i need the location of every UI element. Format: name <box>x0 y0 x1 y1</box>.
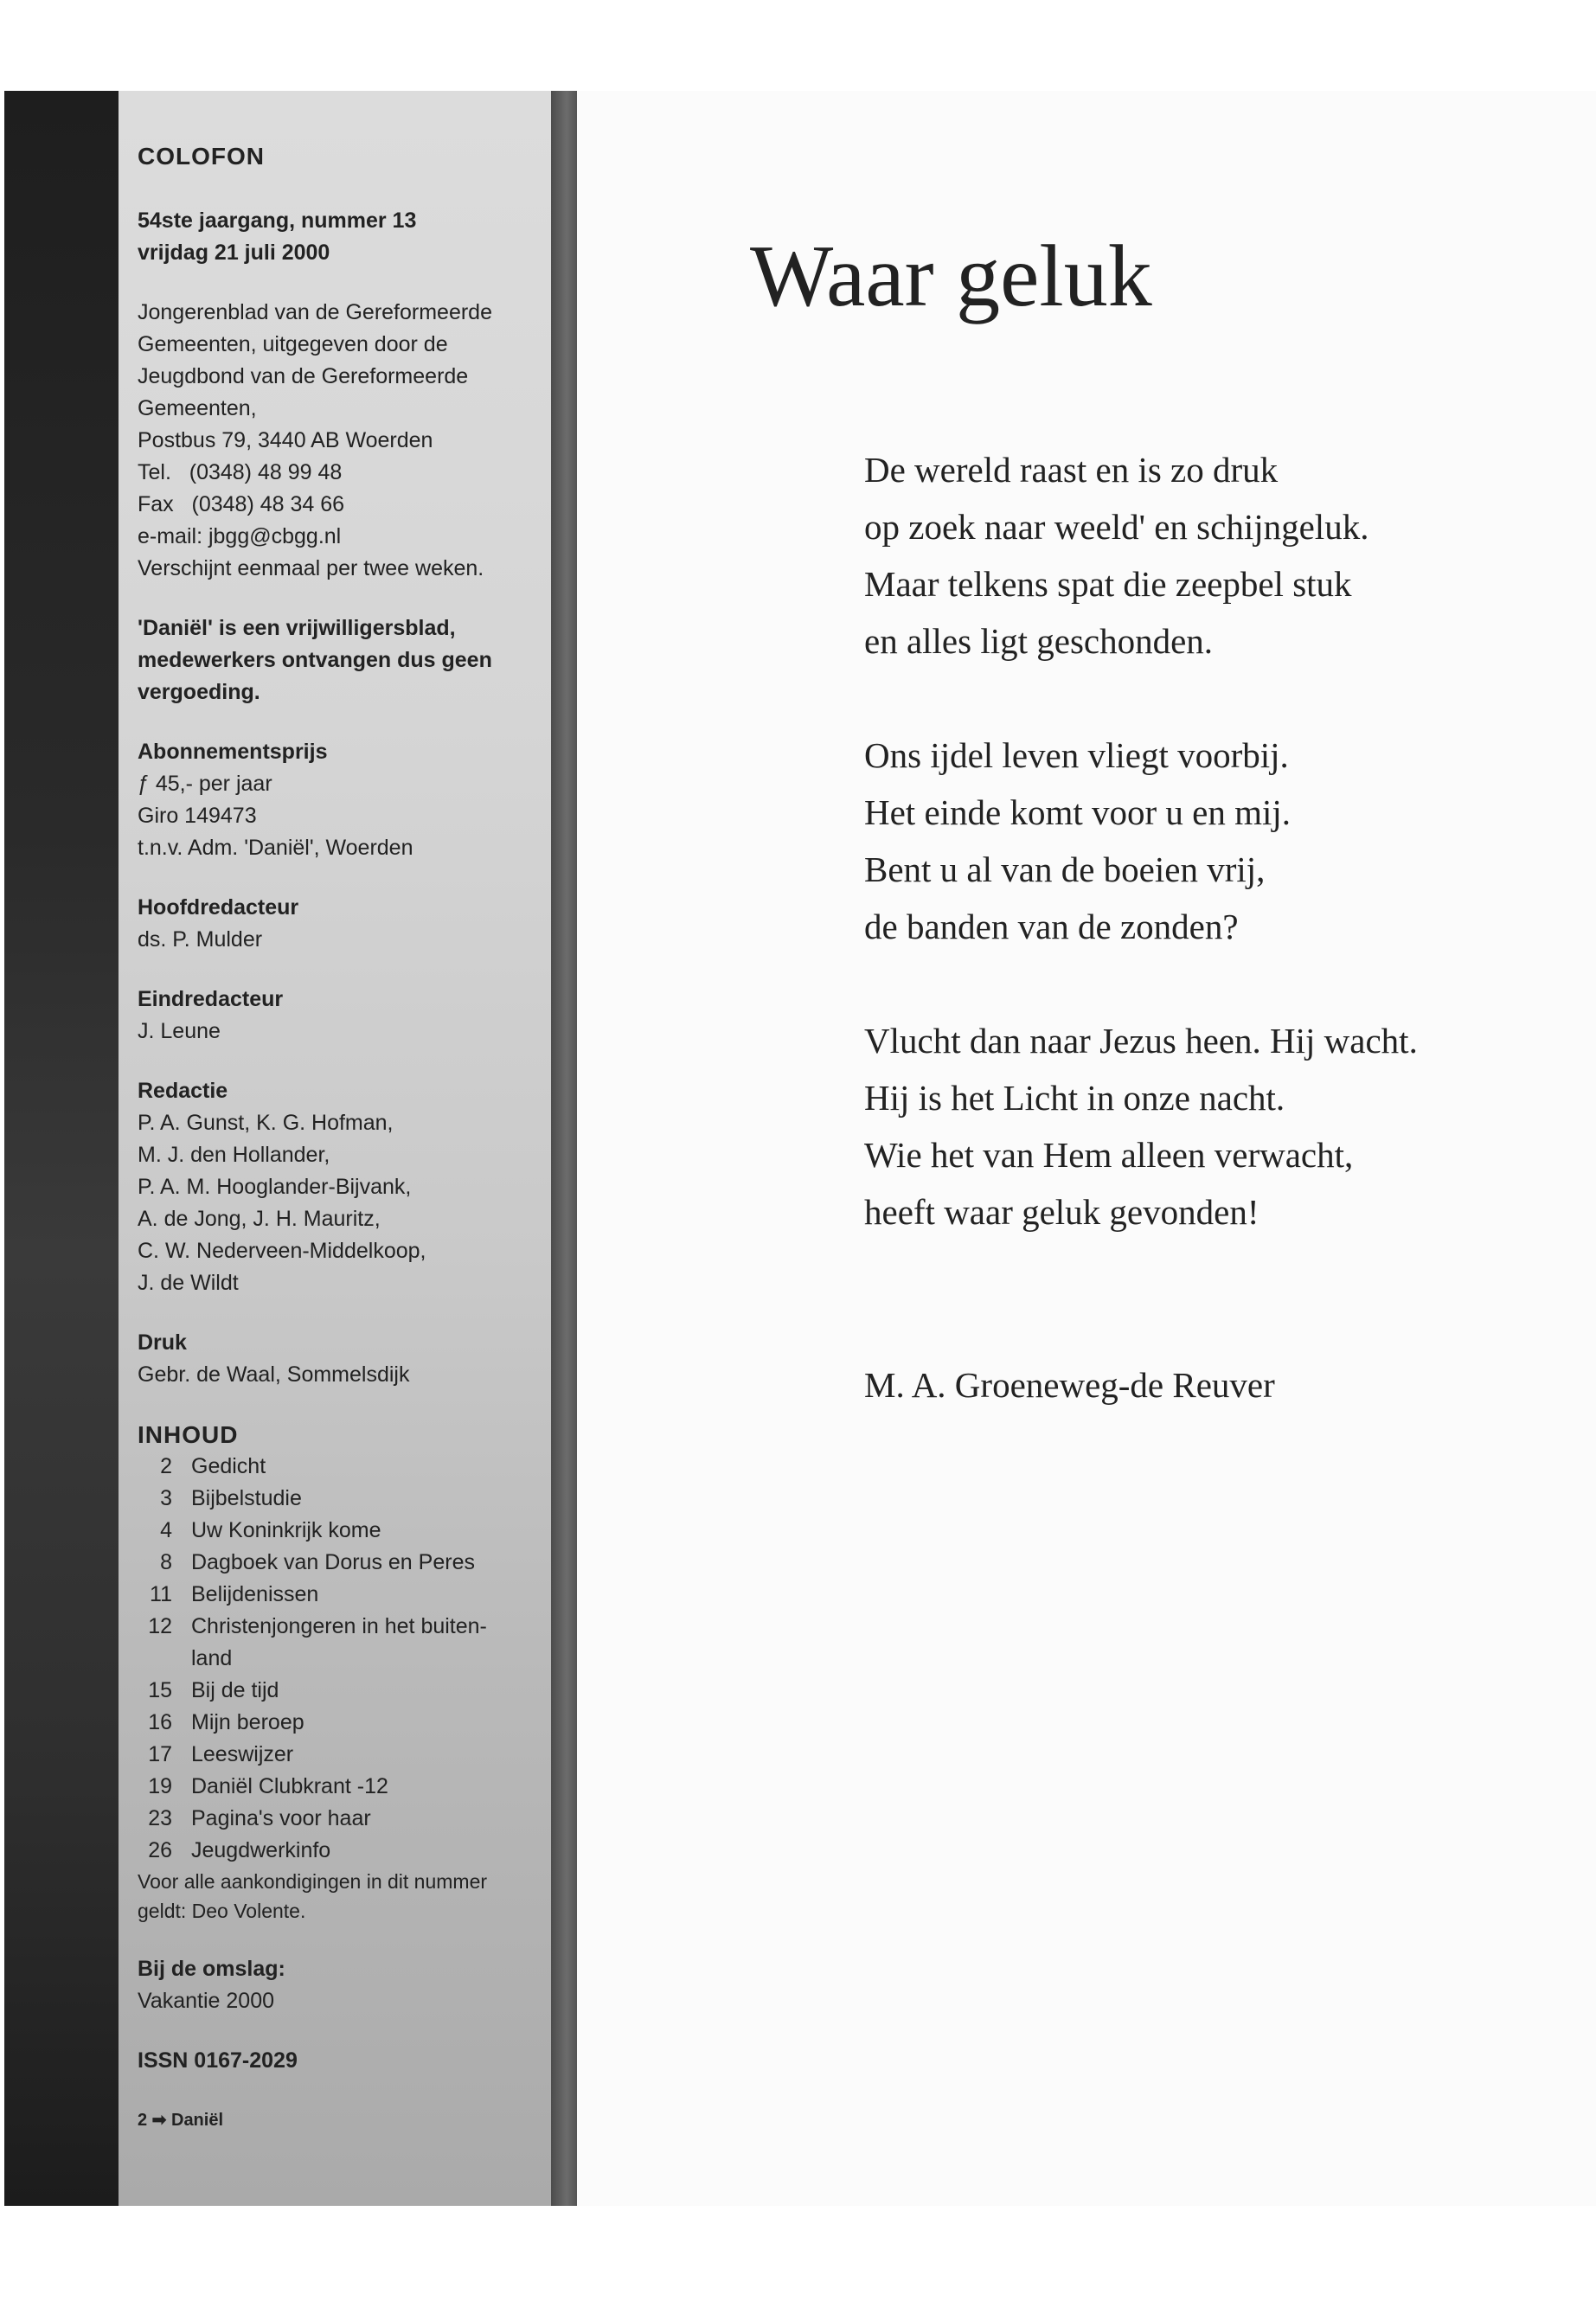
issn-number: ISSN 0167-2029 <box>138 2048 298 2073</box>
print-info <box>138 1327 533 1391</box>
print-label: Druk <box>138 1330 187 1355</box>
toc-row <box>138 1515 533 1547</box>
publisher-line: Jeugdbond van de Gereformeerde <box>138 364 469 388</box>
final-editor-name: J. Leune <box>138 1019 221 1043</box>
subscription-info <box>138 736 533 864</box>
deo-volente-note: geldt: Deo Volente. <box>138 1900 306 1922</box>
poem-stanza-2 <box>864 727 1291 955</box>
deo-volente-note: Voor alle aankondigingen in dit nummer <box>138 1870 488 1893</box>
poem-stanza-3 <box>864 1012 1418 1240</box>
magazine-page <box>4 91 1596 2206</box>
toc-row <box>138 1451 533 1483</box>
column-divider <box>551 91 577 2206</box>
page-edge-photo <box>4 91 119 2206</box>
poem-verse: Vlucht dan naar Jezus heen. Hij wacht. <box>864 1021 1418 1061</box>
volunteer-line: 'Daniël' is een vrijwilligersblad, <box>138 616 456 640</box>
editorial-line: A. de Jong, J. H. Mauritz, <box>138 1207 381 1231</box>
toc-page-number: 19 <box>148 1774 172 1798</box>
cover-text: Vakantie 2000 <box>138 1989 274 2013</box>
toc-title: Jeugdwerkinfo <box>191 1838 331 1862</box>
toc-row <box>138 1771 533 1803</box>
toc-title: Bij de tijd <box>191 1678 279 1702</box>
subscription-label: Abonnementsprijs <box>138 740 328 764</box>
toc-title: Dagboek van Dorus en Peres <box>191 1550 475 1574</box>
subscription-price: ƒ 45,- per jaar <box>138 772 272 796</box>
toc-page-number <box>138 1643 172 1675</box>
publisher-line: Gemeenten, <box>138 396 257 420</box>
issue-info <box>138 205 533 269</box>
colofon-heading: COLOFON <box>138 143 265 170</box>
print-name: Gebr. de Waal, Sommelsdijk <box>138 1362 410 1387</box>
toc-page-number: 4 <box>160 1518 172 1542</box>
poem-stanza-1 <box>864 441 1368 670</box>
toc-page-number: 26 <box>148 1838 172 1862</box>
poem-verse: Ons ijdel leven vliegt voorbij. <box>864 735 1289 775</box>
toc-title: Uw Koninkrijk kome <box>191 1518 381 1542</box>
poem-verse: De wereld raast en is zo druk <box>864 450 1279 490</box>
publisher-line: Jongerenblad van de Gereformeerde <box>138 300 492 324</box>
subscription-account: t.n.v. Adm. 'Daniël', Woerden <box>138 836 413 860</box>
toc-page-number: 17 <box>148 1742 172 1766</box>
page-footer: 2 ➡ Daniël <box>138 2111 224 2130</box>
editorial-line: J. de Wildt <box>138 1271 239 1295</box>
editorial-line: P. A. Gunst, K. G. Hofman, <box>138 1111 394 1135</box>
volunteer-note <box>138 612 533 708</box>
toc-row <box>138 1547 533 1579</box>
toc-page-number: 3 <box>160 1486 172 1510</box>
toc-title: Leeswijzer <box>191 1742 294 1766</box>
toc-page-number: 8 <box>160 1550 172 1574</box>
toc-title: Bijbelstudie <box>191 1486 302 1510</box>
toc-title: Pagina's voor haar <box>191 1806 371 1830</box>
subscription-giro: Giro 149473 <box>138 804 257 828</box>
toc-page-number: 2 <box>160 1454 172 1478</box>
toc-row <box>138 1739 533 1771</box>
editorial-info <box>138 1075 533 1299</box>
publisher-info <box>138 297 533 585</box>
toc-page-number: 23 <box>148 1806 172 1830</box>
chief-editor-info <box>138 892 533 956</box>
toc-row <box>138 1835 533 1867</box>
final-editor-label: Eindredacteur <box>138 987 284 1011</box>
chief-editor-name: ds. P. Mulder <box>138 927 263 952</box>
toc-page-number: 11 <box>150 1582 172 1606</box>
poem-verse: Het einde komt voor u en mij. <box>864 792 1292 832</box>
poem-title: Waar geluk <box>750 228 1152 325</box>
fax-line: Fax (0348) 48 34 66 <box>138 492 345 516</box>
toc-row <box>138 1611 533 1643</box>
toc-row <box>138 1579 533 1611</box>
editorial-label: Redactie <box>138 1079 228 1103</box>
toc-row <box>138 1803 533 1835</box>
cover-label: Bij de omslag: <box>138 1957 285 1981</box>
toc-title: Christenjongeren in het buiten- <box>191 1614 487 1638</box>
phone-line: Tel. (0348) 48 99 48 <box>138 460 343 484</box>
address-line: Postbus 79, 3440 AB Woerden <box>138 428 433 452</box>
toc-title: land <box>191 1646 233 1670</box>
colofon-column <box>119 91 555 2206</box>
editorial-line: P. A. M. Hooglander-Bijvank, <box>138 1175 412 1199</box>
poem-author: M. A. Groeneweg-de Reuver <box>864 1365 1275 1405</box>
poem-verse: Hij is het Licht in onze nacht. <box>864 1078 1285 1118</box>
frequency-line: Verschijnt eenmaal per twee weken. <box>138 556 484 580</box>
toc-title: Gedicht <box>191 1454 266 1478</box>
contents-heading: INHOUD <box>138 1421 239 1448</box>
toc-row <box>138 1643 533 1675</box>
issn-info <box>138 2045 533 2077</box>
publisher-line: Gemeenten, uitgegeven door de <box>138 332 448 356</box>
issue-volume: 54ste jaargang, nummer 13 <box>138 208 417 233</box>
issue-date: vrijdag 21 juli 2000 <box>138 240 330 265</box>
toc-page-number: 16 <box>148 1710 172 1734</box>
toc-title: Mijn beroep <box>191 1710 304 1734</box>
toc-row <box>138 1483 533 1515</box>
chief-editor-label: Hoofdredacteur <box>138 895 299 920</box>
final-editor-info <box>138 984 533 1048</box>
email-line: e-mail: jbgg@cbgg.nl <box>138 524 342 548</box>
editorial-line: M. J. den Hollander, <box>138 1143 330 1167</box>
poem-verse: Maar telkens spat die zeepbel stuk <box>864 564 1352 604</box>
poem-section <box>577 91 1596 2206</box>
toc-page-number: 15 <box>148 1678 172 1702</box>
toc-title: Daniël Clubkrant -12 <box>191 1774 388 1798</box>
volunteer-line: vergoeding. <box>138 680 260 704</box>
poem-verse: op zoek naar weeld' en schijngeluk. <box>864 507 1369 547</box>
toc-page-number: 12 <box>148 1614 172 1638</box>
contents-section <box>138 1419 533 1926</box>
toc-row <box>138 1707 533 1739</box>
toc-row <box>138 1675 533 1707</box>
toc-title: Belijdenissen <box>191 1582 319 1606</box>
poem-verse: de banden van de zonden? <box>864 907 1239 946</box>
poem-verse: Wie het van Hem alleen verwacht, <box>864 1135 1354 1175</box>
editorial-line: C. W. Nederveen-Middelkoop, <box>138 1239 426 1263</box>
cover-info <box>138 1953 533 2017</box>
poem-verse: heeft waar geluk gevonden! <box>864 1192 1259 1232</box>
poem-verse: Bent u al van de boeien vrij, <box>864 849 1266 889</box>
volunteer-line: medewerkers ontvangen dus geen <box>138 648 492 672</box>
poem-verse: en alles ligt geschonden. <box>864 621 1214 661</box>
